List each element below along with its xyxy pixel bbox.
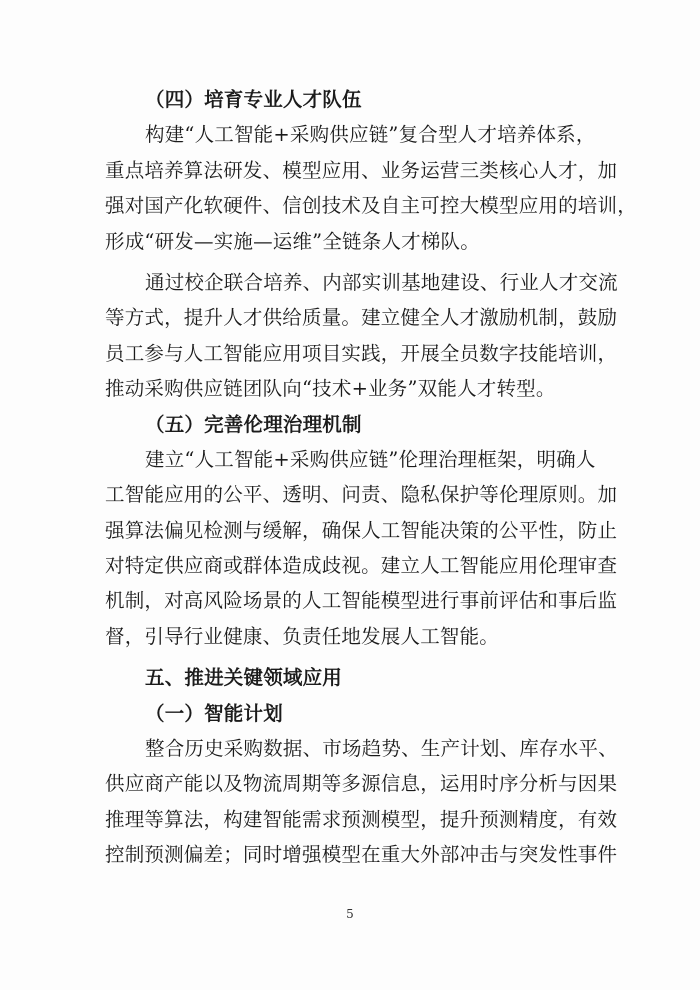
text-line: 重点培养算法研发、模型应用、业务运营三类核心人才，加 xyxy=(105,158,618,182)
text-line: 供应商产能以及物流周期等多源信息，运用时序分析与因果 xyxy=(105,772,618,796)
section-heading-smart-planning: （一）智能计划 xyxy=(145,701,283,725)
text-line: 对特定供应商或群体造成歧视。建立人工智能应用伦理审查 xyxy=(105,554,618,578)
document-body xyxy=(105,82,637,873)
paragraph-smart-planning xyxy=(105,731,618,873)
section-heading-cultivate-talent: （四）培育专业人才队伍 xyxy=(145,88,362,111)
text-line: 构建“人工智能+采购供应链”复合型人才培养体系， xyxy=(145,123,596,147)
text-line: 机制，对高风险场景的人工智能模型进行事前评估和事后监 xyxy=(105,589,618,613)
chapter-heading-key-applications: 五、推进关键领域应用 xyxy=(145,666,343,690)
page-number: 5 xyxy=(346,907,354,921)
text-line: 通过校企联合培养、内部实训基地建设、行业人才交流 xyxy=(145,270,618,294)
paragraph-talent-system xyxy=(105,117,637,259)
text-line: 推理等算法，构建智能需求预测模型，提升预测精度，有效 xyxy=(105,807,618,831)
text-line: 工智能应用的公平、透明、问责、隐私保护等伦理原则。加 xyxy=(105,483,618,507)
text-line: 强算法偏见检测与缓解，确保人工智能决策的公平性，防止 xyxy=(105,518,618,542)
text-line: 强对国产化软硬件、信创技术及自主可控大模型应用的培训， xyxy=(105,194,637,218)
text-line: 推动采购供应链团队向“技术+业务”双能人才转型。 xyxy=(105,377,556,401)
section-heading-ethics-governance: （五）完善伦理治理机制 xyxy=(145,412,362,436)
paragraph-ethics-framework xyxy=(105,442,618,654)
text-line: 整合历史采购数据、市场趋势、生产计划、库存水平、 xyxy=(145,737,618,761)
text-line: 建立“人工智能+采购供应链”伦理治理框架，明确人 xyxy=(145,447,596,471)
paragraph-talent-supply xyxy=(105,265,618,407)
text-line: 等方式，提升人才供给质量。建立健全人才激励机制，鼓励 xyxy=(105,306,618,330)
text-line: 形成“研发—实施—运维”全链条人才梯队。 xyxy=(105,229,480,253)
text-line: 员工参与人工智能应用项目实践，开展全员数字技能培训， xyxy=(105,341,618,365)
text-line: 督，引导行业健康、负责任地发展人工智能。 xyxy=(105,624,500,648)
text-line: 控制预测偏差；同时增强模型在重大外部冲击与突发性事件 xyxy=(105,843,618,867)
